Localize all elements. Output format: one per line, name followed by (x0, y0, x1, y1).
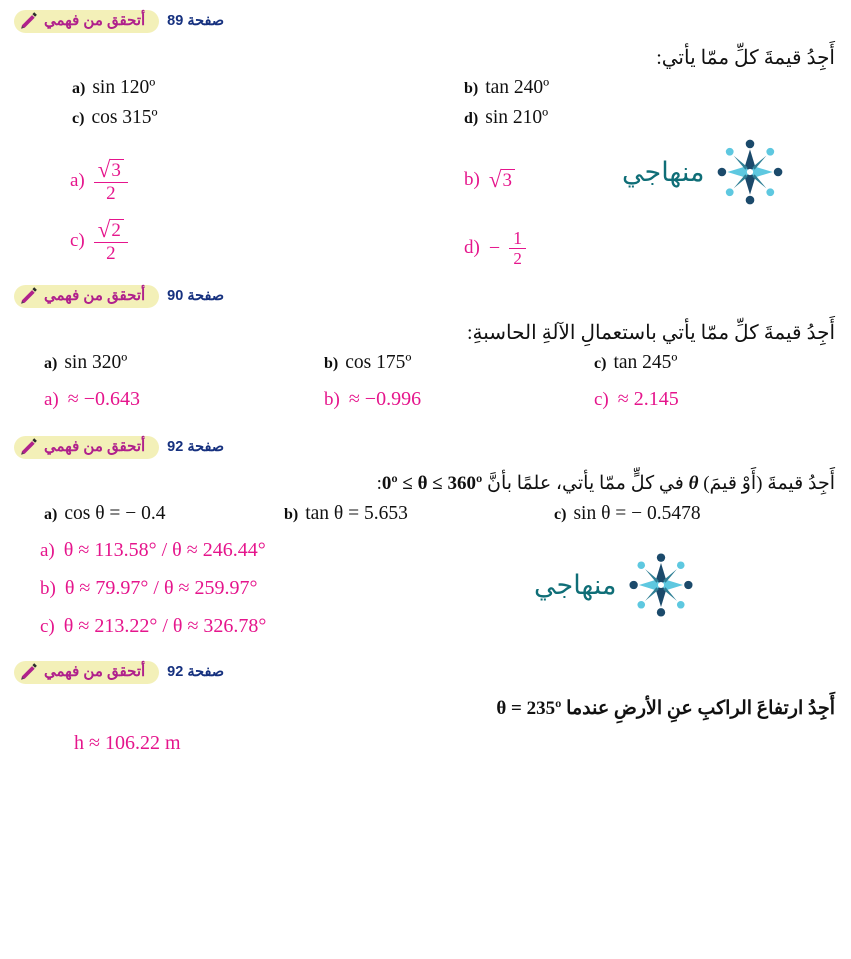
prompt-section-1: أَجِدُ قيمةَ كلِّ ممّا يأتي: (656, 47, 835, 69)
logo-mark-icon (623, 547, 699, 623)
answer-fraction (94, 159, 128, 203)
radicand: 2 (110, 219, 124, 241)
question-row-1 (14, 77, 837, 107)
answer-label: c) (40, 615, 55, 637)
check-understanding-banner (14, 10, 159, 33)
answer-label: b) (324, 388, 340, 410)
question-text: cos 315º (91, 107, 158, 128)
question-text: cos θ = − 0.4 (64, 503, 166, 524)
question-label: b) (464, 80, 479, 97)
answer-text: h ≈ 106.22 m (74, 732, 181, 754)
prompt-part-before: أَجِدُ قيمةَ (أَوْ قيمَ) (698, 473, 835, 494)
question-row-3 (14, 352, 837, 386)
question-item (44, 352, 127, 374)
prompt-section-2: أَجِدُ قيمةَ كلِّ ممّا يأتي باستعمالِ الآلةِ الحاسبةِ: (466, 322, 835, 344)
answer-label: a) (70, 170, 85, 191)
manhajy-logo (534, 547, 699, 623)
question-label: c) (554, 506, 567, 523)
answer-item (70, 219, 128, 263)
question-label: b) (284, 506, 299, 523)
answer-item (40, 577, 258, 600)
radicand: 3 (501, 169, 515, 191)
page-label-89: صفحة 89 (167, 13, 225, 29)
radical (98, 159, 124, 181)
answer-item (464, 169, 515, 191)
section-header-90 (14, 281, 837, 311)
question-item (72, 107, 158, 129)
answer-item (464, 229, 526, 267)
answer-item (70, 159, 128, 203)
answer-item (40, 539, 266, 562)
radical-sign: √ (97, 217, 111, 242)
prompt-part-after: : (376, 473, 382, 494)
radicand: 3 (110, 159, 124, 181)
fraction-numerator: 1 (513, 228, 523, 248)
fraction-numerator (94, 159, 128, 182)
answer-label: c) (594, 388, 609, 410)
answer-item (40, 615, 266, 638)
fraction-denominator: 2 (94, 182, 128, 203)
radical (489, 169, 515, 191)
question-item (554, 503, 701, 525)
answer-row-1 (14, 153, 837, 215)
banner-label: أتحقق من فهمي (44, 663, 146, 680)
check-understanding-banner (14, 436, 159, 459)
question-label: c) (594, 355, 607, 372)
answer-label: b) (464, 169, 480, 190)
pencil-icon (18, 286, 40, 307)
answer-text: ≈ −0.996 (348, 388, 422, 410)
question-text: sin 210º (485, 107, 549, 128)
question-label: c) (72, 110, 85, 127)
question-text: sin 120º (92, 77, 156, 98)
answer-row-5 (14, 728, 837, 768)
page-label-92a: صفحة 92 (167, 439, 225, 455)
pencil-icon (18, 662, 40, 683)
question-item (464, 77, 549, 99)
answer-item (594, 388, 679, 411)
question-row-4 (14, 503, 837, 537)
question-item (464, 107, 548, 129)
question-label: a) (44, 506, 58, 523)
banner-label: أتحقق من فهمي (44, 287, 146, 304)
fraction-numerator (94, 219, 128, 242)
answer-text: ≈ 2.145 (617, 388, 679, 410)
answer-row-4 (14, 537, 837, 657)
answer-text: θ ≈ 113.58° / θ ≈ 246.44° (63, 539, 266, 561)
fraction-denominator: 2 (94, 242, 128, 263)
answer-row-2 (14, 215, 837, 275)
section-header-92b (14, 657, 837, 687)
banner-label: أتحقق من فهمي (44, 438, 146, 455)
radical (98, 219, 124, 241)
answer-label: a) (44, 388, 59, 410)
question-item (284, 503, 408, 525)
question-text: tan θ = 5.653 (305, 503, 408, 524)
question-text: tan 240º (485, 77, 550, 98)
check-understanding-banner (14, 661, 159, 684)
fraction-denominator: 2 (509, 248, 526, 267)
radical-sign: √ (488, 167, 502, 192)
question-label: d) (464, 110, 479, 127)
banner-label: أتحقق من فهمي (44, 12, 146, 29)
question-text: tan 245º (613, 352, 678, 373)
question-text: cos 175º (345, 352, 412, 373)
answer-fraction (94, 219, 128, 263)
answer-sign: − (488, 236, 501, 259)
pencil-icon (18, 437, 40, 458)
page-label-90: صفحة 90 (167, 288, 225, 304)
question-label: a) (72, 80, 86, 97)
question-item (44, 503, 166, 525)
answer-text: θ ≈ 213.22° / θ ≈ 326.78° (63, 615, 267, 637)
question-item (324, 352, 411, 374)
logo-mark-icon (711, 133, 789, 211)
radical-sign: √ (97, 157, 111, 182)
question-item (72, 77, 155, 99)
check-understanding-banner (14, 285, 159, 308)
prompt-range: 0º ≤ θ ≤ 360º (381, 473, 483, 494)
answer-text: θ ≈ 79.97° / θ ≈ 259.97° (64, 577, 258, 599)
section-header-89 (14, 6, 837, 36)
question-text: sin θ = − 0.5478 (573, 503, 701, 524)
answer-label: b) (40, 577, 56, 599)
prompt-part-middle: في كلٍّ ممّا يأتي، علمًا بأنَّ (482, 473, 689, 494)
answer-label: c) (70, 230, 85, 251)
answer-label: a) (40, 539, 55, 561)
question-item (594, 352, 677, 374)
question-label: a) (44, 355, 58, 372)
logo-text: منهاجي (622, 156, 705, 187)
pencil-icon (18, 11, 40, 32)
prompt-section-4: أَجِدُ ارتفاعَ الراكبِ عنِ الأرضِ عندما θ = 235º (496, 698, 835, 719)
answer-text: ≈ −0.643 (67, 388, 141, 410)
prompt-theta: θ (688, 473, 699, 494)
answer-fraction (509, 229, 526, 267)
question-label: b) (324, 355, 339, 372)
answer-item (74, 732, 181, 755)
answer-label: d) (464, 237, 480, 258)
question-text: sin 320º (64, 352, 128, 373)
page-label-92b: صفحة 92 (167, 664, 225, 680)
prompt-section-3 (16, 471, 835, 497)
answer-item (324, 388, 421, 411)
answer-item (44, 388, 140, 411)
manhajy-logo (622, 133, 789, 211)
answer-row-3 (14, 386, 837, 428)
logo-text: منهاجي (534, 569, 617, 600)
section-header-92a (14, 432, 837, 462)
